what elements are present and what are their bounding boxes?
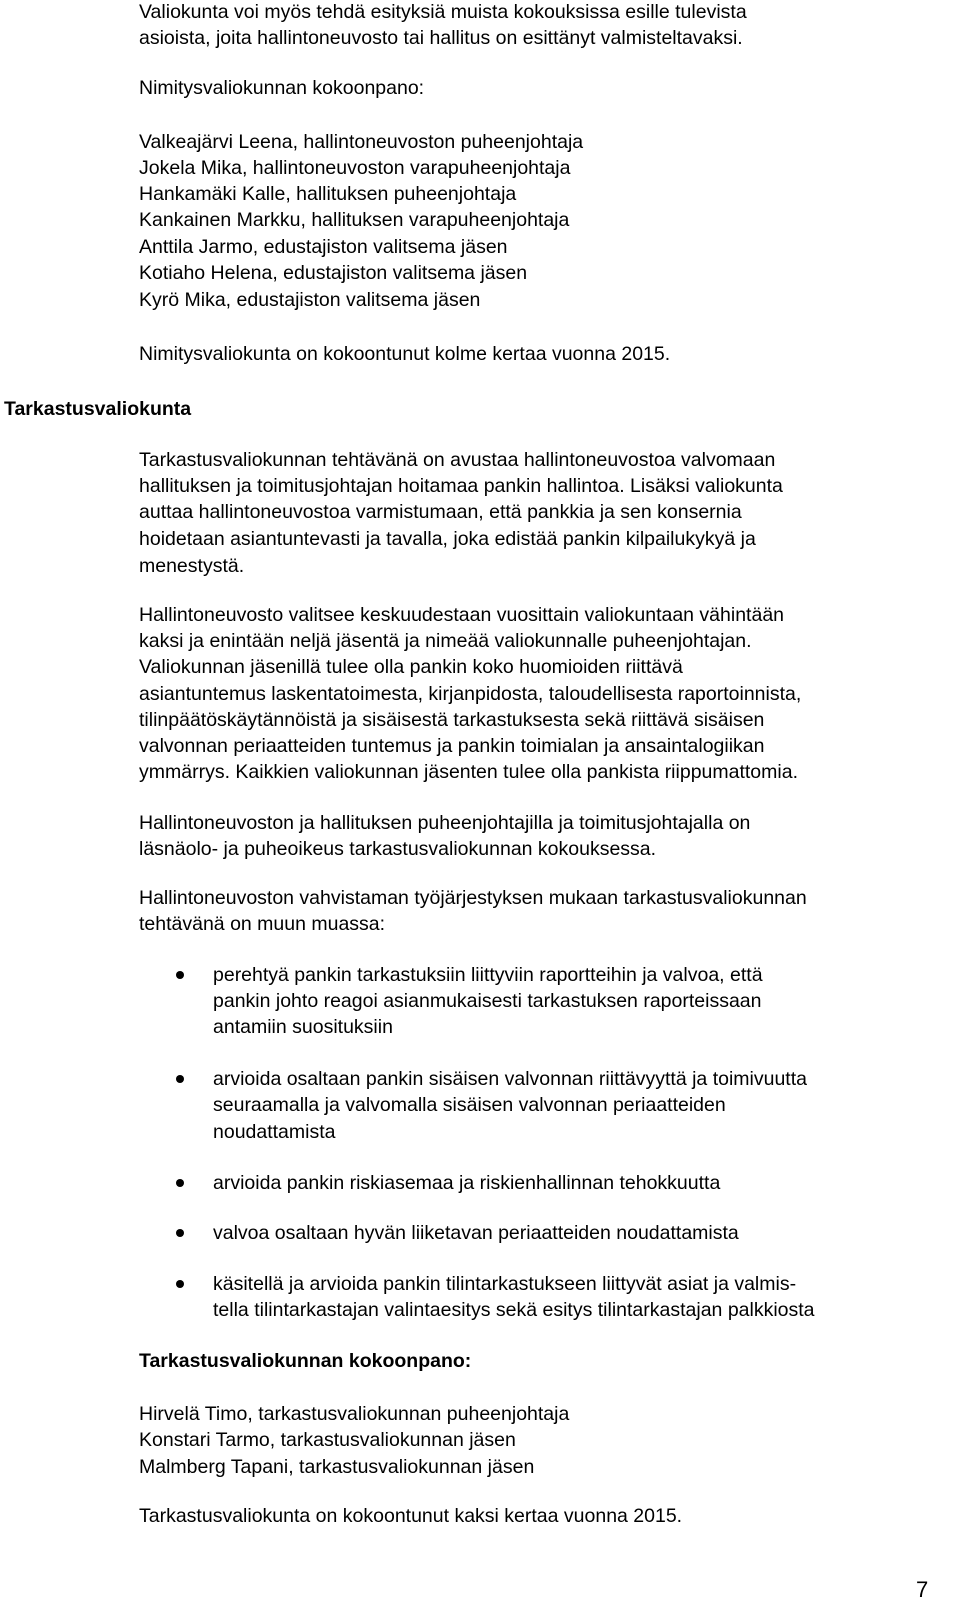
nomination-member: Kotiaho Helena, edustajiston valitsema jäsen: [139, 262, 528, 284]
audit-para1-line: menestystä.: [139, 555, 245, 577]
audit-meetings: Tarkastusvaliokunta on kokoontunut kaksi kertaa vuonna 2015.: [139, 1505, 683, 1527]
audit-member: Hirvelä Timo, tarkastusvaliokunnan puheenjohtaja: [139, 1403, 570, 1425]
audit-para2-line: Valiokunnan jäsenillä tulee olla pankin koko huomioiden riittävä: [139, 656, 683, 678]
audit-member: Malmberg Tapani, tarkastusvaliokunnan jäsen: [139, 1456, 535, 1478]
bullet-dot: [176, 1179, 184, 1187]
nomination-member: Valkeajärvi Leena, hallintoneuvoston puheenjohtaja: [139, 131, 584, 153]
nomination-member: Hankamäki Kalle, hallituksen puheenjohtaja: [139, 183, 517, 205]
audit-member: Konstari Tarmo, tarkastusvaliokunnan jäsen: [139, 1429, 516, 1451]
audit-para1-line: Tarkastusvaliokunnan tehtävänä on avustaa hallintoneuvostoa valvomaan: [139, 449, 776, 471]
list-item-line: noudattamista: [213, 1121, 336, 1143]
list-item-line: arvioida pankin riskiasemaa ja riskienhallinnan tehokkuutta: [213, 1172, 721, 1194]
audit-para1-line: hoidetaan asiantuntevasti ja tavalla, joka edistää pankin kilpailukykyä ja: [139, 528, 756, 550]
bullet-dot: [176, 1229, 184, 1237]
nomination-heading: Nimitysvaliokunnan kokoonpano:: [139, 77, 425, 99]
audit-para2-line: ymmärrys. Kaikkien valiokunnan jäsenten tulee olla pankista riippumattomia.: [139, 761, 798, 783]
audit-para4-line: Hallintoneuvoston vahvistaman työjärjestyksen mukaan tarkastusvaliokunnan: [139, 887, 807, 909]
list-item-line: valvoa osaltaan hyvän liiketavan periaatteiden noudattamista: [213, 1222, 739, 1244]
list-item-line: seuraamalla ja valvomalla sisäisen valvonnan periaatteiden: [213, 1094, 726, 1116]
audit-para1-line: auttaa hallintoneuvostoa varmistumaan, että pankkia ja sen konsernia: [139, 501, 742, 523]
audit-para2-line: tilinpäätöskäytännöistä ja sisäisestä tarkastuksesta sekä riittävä sisäisen: [139, 709, 765, 731]
nomination-meetings: Nimitysvaliokunta on kokoontunut kolme kertaa vuonna 2015.: [139, 343, 671, 365]
list-item-line: antamiin suosituksiin: [213, 1016, 393, 1038]
nomination-member: Kyrö Mika, edustajiston valitsema jäsen: [139, 289, 481, 311]
list-item-line: käsitellä ja arvioida pankin tilintarkastukseen liittyvät asiat ja valmis-: [213, 1273, 797, 1295]
intro-line: Valiokunta voi myös tehdä esityksiä muista kokouksissa esille tulevista: [139, 1, 747, 23]
audit-para3-line: Hallintoneuvoston ja hallituksen puheenjohtajilla ja toimitusjohtajalla on: [139, 812, 751, 834]
audit-para2-line: valvonnan periaatteiden tuntemus ja pankin toimialan ja ansaintalogiikan: [139, 735, 765, 757]
nomination-member: Jokela Mika, hallintoneuvoston varapuheenjohtaja: [139, 157, 571, 179]
audit-para2-line: kaksi ja enintään neljä jäsentä ja nimeää valiokunnalle puheenjohtajan.: [139, 630, 752, 652]
list-item-line: pankin johto reagoi asianmukaisesti tarkastuksen raporteissaan: [213, 990, 762, 1012]
audit-composition-heading: Tarkastusvaliokunnan kokoonpano:: [139, 1350, 472, 1372]
list-item-line: perehtyä pankin tarkastuksiin liittyviin raportteihin ja valvoa, että: [213, 964, 763, 986]
bullet-dot: [176, 1280, 184, 1288]
nomination-member: Anttila Jarmo, edustajiston valitsema jäsen: [139, 236, 508, 258]
audit-para2-line: Hallintoneuvosto valitsee keskuudestaan vuosittain valiokuntaan vähintään: [139, 604, 785, 626]
list-item-line: arvioida osaltaan pankin sisäisen valvonnan riittävyyttä ja toimivuutta: [213, 1068, 807, 1090]
list-item-line: tella tilintarkastajan valintaesitys sekä esitys tilintarkastajan palkkiosta: [213, 1299, 815, 1321]
intro-line: asioista, joita hallintoneuvosto tai hallitus on esittänyt valmisteltavaksi.: [139, 27, 743, 49]
audit-para3-line: läsnäolo- ja puheoikeus tarkastusvaliokunnan kokouksessa.: [139, 838, 657, 860]
page-number: 7: [916, 1577, 929, 1602]
nomination-member: Kankainen Markku, hallituksen varapuheenjohtaja: [139, 209, 570, 231]
audit-section-heading: Tarkastusvaliokunta: [4, 398, 192, 420]
bullet-dot: [176, 1075, 184, 1083]
bullet-dot: [176, 971, 184, 979]
audit-para2-line: asiantuntemus laskentatoimesta, kirjanpidosta, taloudellisesta raportoinnista,: [139, 683, 802, 705]
audit-para1-line: hallituksen ja toimitusjohtajan hoitamaa pankin hallintoa. Lisäksi valiokunta: [139, 475, 783, 497]
audit-para4-line: tehtävänä on muun muassa:: [139, 913, 386, 935]
